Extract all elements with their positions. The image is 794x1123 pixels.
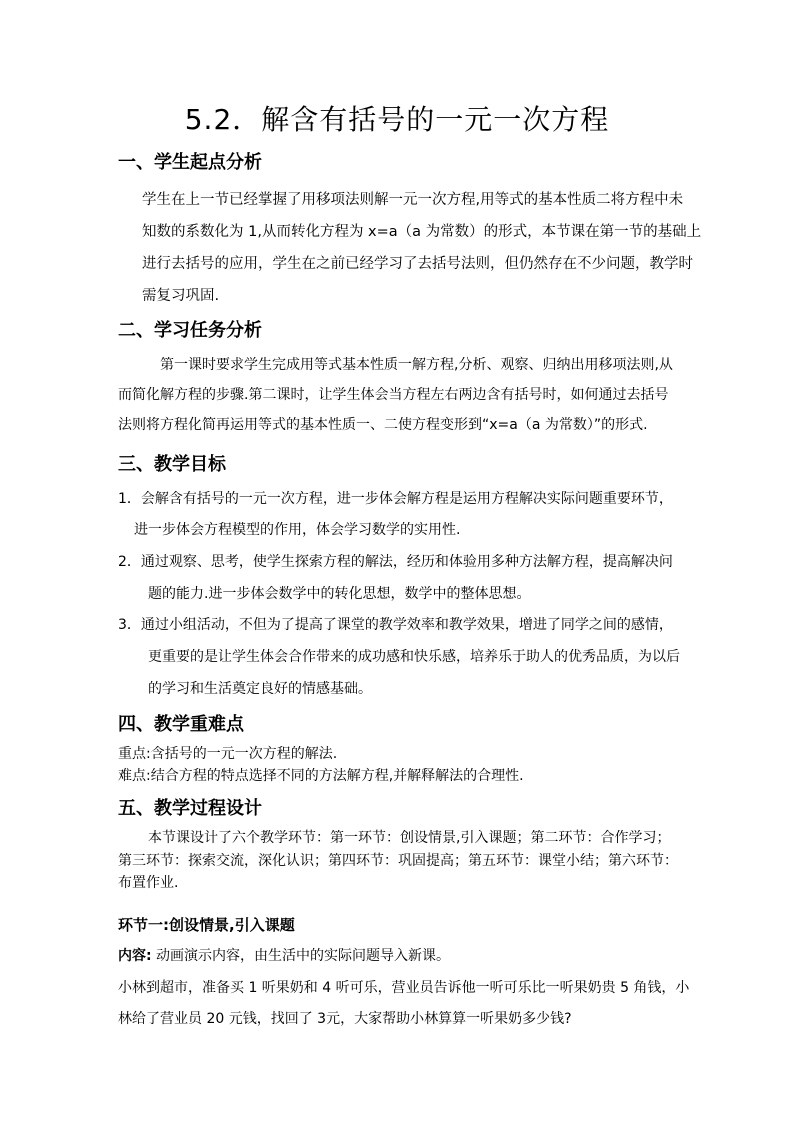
paragraph-line: 布置作业. xyxy=(118,875,179,891)
paragraph-line: 而简化解方程的步骤.第二课时，让学生体会当方程左右两边含有括号时，如何通过去括号 xyxy=(118,387,669,403)
goal-line: 更重要的是让学生体会合作带来的成功感和快乐感，培养乐于助人的优秀品质，为以后 xyxy=(148,649,680,665)
content-text: 动画演示内容，由生活中的实际问题导入新课。 xyxy=(151,948,451,964)
stage-one-heading: 环节一:创设情景,引入课题 xyxy=(118,916,295,934)
section-heading-teaching-goals: 三、教学目标 xyxy=(118,454,226,475)
problem-line: 林给了营业员 20 元钱，找回了 3元，大家帮助小林算算一听果奶多少钱? xyxy=(118,1011,572,1027)
goal-line: 2．通过观察、思考，使学生探索方程的解法，经历和体验用多种方法解方程，提高解决问 xyxy=(118,554,673,570)
section-heading-key-points: 四、教学重难点 xyxy=(118,714,244,735)
problem-line: 小林到超市，准备买 1 听果奶和 4 听可乐，营业员告诉他一听可乐比一听果奶贵 5 角钱，小 xyxy=(118,980,690,996)
stage-one-content xyxy=(118,945,450,965)
paragraph-line: 本节课设计了六个教学环节：第一环节：创设情景,引入课题；第二环节：合作学习； xyxy=(148,830,671,846)
content-label: 内容: xyxy=(118,948,152,964)
goal-line: 题的能力.进一步体会数学中的转化思想，数学中的整体思想。 xyxy=(148,586,531,602)
goal-line: 进一步体会方程模型的作用，体会学习数学的实用性. xyxy=(134,522,461,538)
section-heading-task-analysis: 二、学习任务分析 xyxy=(118,320,262,341)
paragraph-line: 法则将方程化简再运用等式的基本性质一、二使方程变形到“x=a（a 为常数）”的形式. xyxy=(118,417,648,433)
paragraph-line: 进行去括号的应用，学生在之前已经学习了去括号法则，但仍然存在不少问题，教学时 xyxy=(142,256,693,272)
paragraph-line: 第三环节：探索交流，深化认识；第四环节：巩固提高；第五环节：课堂小结；第六环节： xyxy=(118,853,678,869)
paragraph-line: 知数的系数化为 1,从而转化方程为 x=a（a 为常数）的形式，本节课在第一节的基础上 xyxy=(142,224,702,240)
goal-line: 3．通过小组活动，不但为了提高了课堂的教学效率和教学效果，增进了同学之间的感情， xyxy=(118,617,673,633)
goal-line: 的学习和生活奠定良好的情感基础。 xyxy=(148,681,372,697)
difficulty-line: 难点:结合方程的特点选择不同的方法解方程,并解释解法的合理性. xyxy=(118,768,524,784)
paragraph-line: 学生在上一节已经掌握了用移项法则解一元一次方程,用等式的基本性质二将方程中未 xyxy=(142,192,684,208)
section-heading-process-design: 五、教学过程设计 xyxy=(118,798,262,819)
key-point-line: 重点:含括号的一元一次方程的解法. xyxy=(118,746,338,762)
paragraph-line: 第一课时要求学生完成用等式基本性质一解方程,分析、观察、归纳出用移项法则,从 xyxy=(160,357,673,373)
goal-line: 1．会解含有括号的一元一次方程，进一步体会解方程是运用方程解决实际问题重要环节， xyxy=(118,491,673,507)
paragraph-line: 需复习巩固. xyxy=(142,288,220,304)
section-heading-student-analysis: 一、学生起点分析 xyxy=(118,152,262,173)
document-title: 5.2．解含有括号的一元一次方程 xyxy=(184,103,610,136)
